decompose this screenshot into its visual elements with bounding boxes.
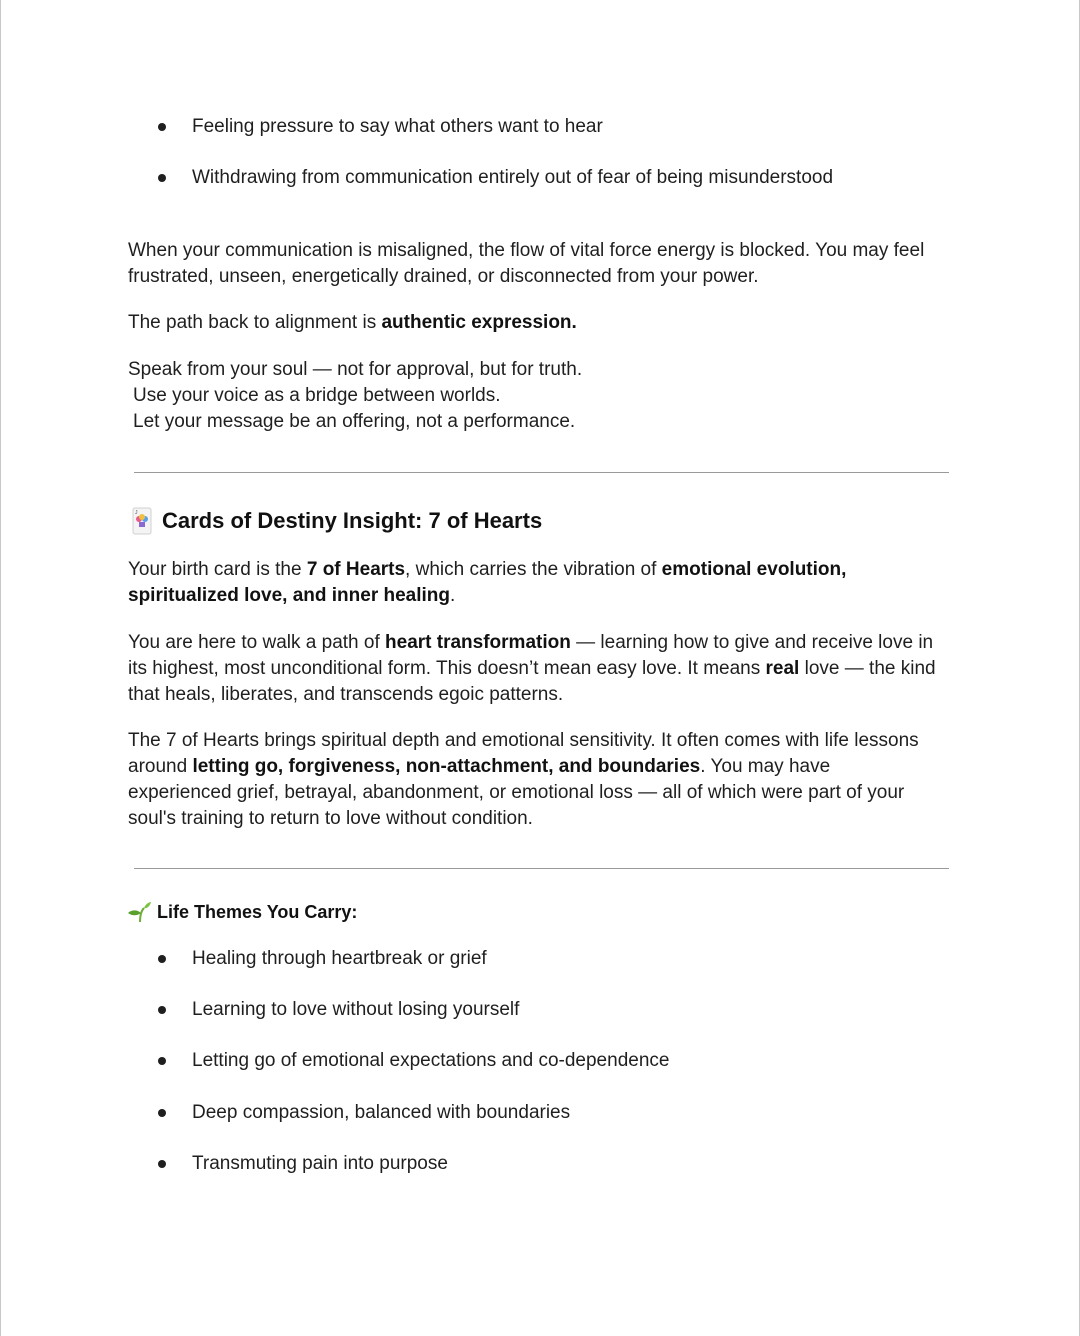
horizontal-divider <box>134 472 949 473</box>
section-title-cards: Cards of Destiny Insight: 7 of Hearts <box>162 508 543 533</box>
bullet-icon <box>158 1160 166 1168</box>
joker-card-icon <box>132 507 154 536</box>
document-page: Feeling pressure to say what others want to hear Withdrawing from communication entirely out of fear of being misunderstood When your communication is misaligned, the flow of vital force energy is blocked. You may feel frustrated, unseen, energetically drained, or disconnected from your power. The path back to alignment is authentic expression. Speak from your soul — not for approval, but for truth. Use your voice as a bridge between worlds. Let your message be an offering, not a performance. J Cards of Destiny Insight: 7 of Hearts Your birth card is the 7 of Hearts, which carries the vibration of emotional evolution, spiritualized love, and inner healing. You are here to walk a path of heart transformation — learning how to give and receive love in its highest, most unconditional form. This doesn’t mean easy love. It means real love — the kind that heals, liberates, and transcends egoic patterns. The 7 of Hearts brings spiritual depth and emotional sensitivity. It often comes with life lessons around letting go, forgiveness, non-attachment, and boundaries. You may have experienced grief, betrayal, abandonment, or emotional loss — all of which were part of your soul's training to return to love without condition. Life Themes You Carry: Healing through heartbreak or grief Learning to love without losing yourself Letting go of emotional expectations and co-dependence Deep compassion, balanced with boundaries Transmuting pain into purpose <box>0 0 1080 1336</box>
bullet-icon <box>158 1109 166 1117</box>
paragraph-misaligned: When your communication is misaligned, the flow of vital force energy is blocked. You may feel frustrated, unseen, energetically drained, or disconnected from your power. <box>128 240 925 287</box>
affirmations: Speak from your soul — not for approval, but for truth. Use your voice as a bridge between worlds. Let your message be an offering, not a performance. <box>128 359 583 432</box>
bullet-icon <box>158 123 166 131</box>
paragraph-birth-card: Your birth card is the 7 of Hearts, which carries the vibration of emotional evolution, spiritualized love, and inner healing. <box>128 559 847 606</box>
paragraph-path-back: The path back to alignment is authentic expression. <box>128 312 577 333</box>
bullet-icon <box>158 1006 166 1014</box>
seedling-icon <box>126 900 152 924</box>
bullet-icon <box>158 174 166 182</box>
paragraph-depth: The 7 of Hearts brings spiritual depth and emotional sensitivity. It often comes with life lessons around letting go, forgiveness, non-attachment, and boundaries. You may have experienced grief, betrayal, abandonment, or emotional loss — all of which were part of your soul's training to return to love without condition. <box>128 730 919 829</box>
svg-text:J: J <box>135 510 138 516</box>
bullet-icon <box>158 1057 166 1065</box>
section-title-life-themes: Life Themes You Carry: <box>157 902 358 922</box>
paragraph-transformation: You are here to walk a path of heart transformation — learning how to give and receive love in its highest, most unconditional form. This doesn’t mean easy love. It means real love — the kind that heals, liberates, and transcends egoic patterns. <box>128 632 936 705</box>
bullet-icon <box>158 955 166 963</box>
horizontal-divider <box>134 868 949 869</box>
